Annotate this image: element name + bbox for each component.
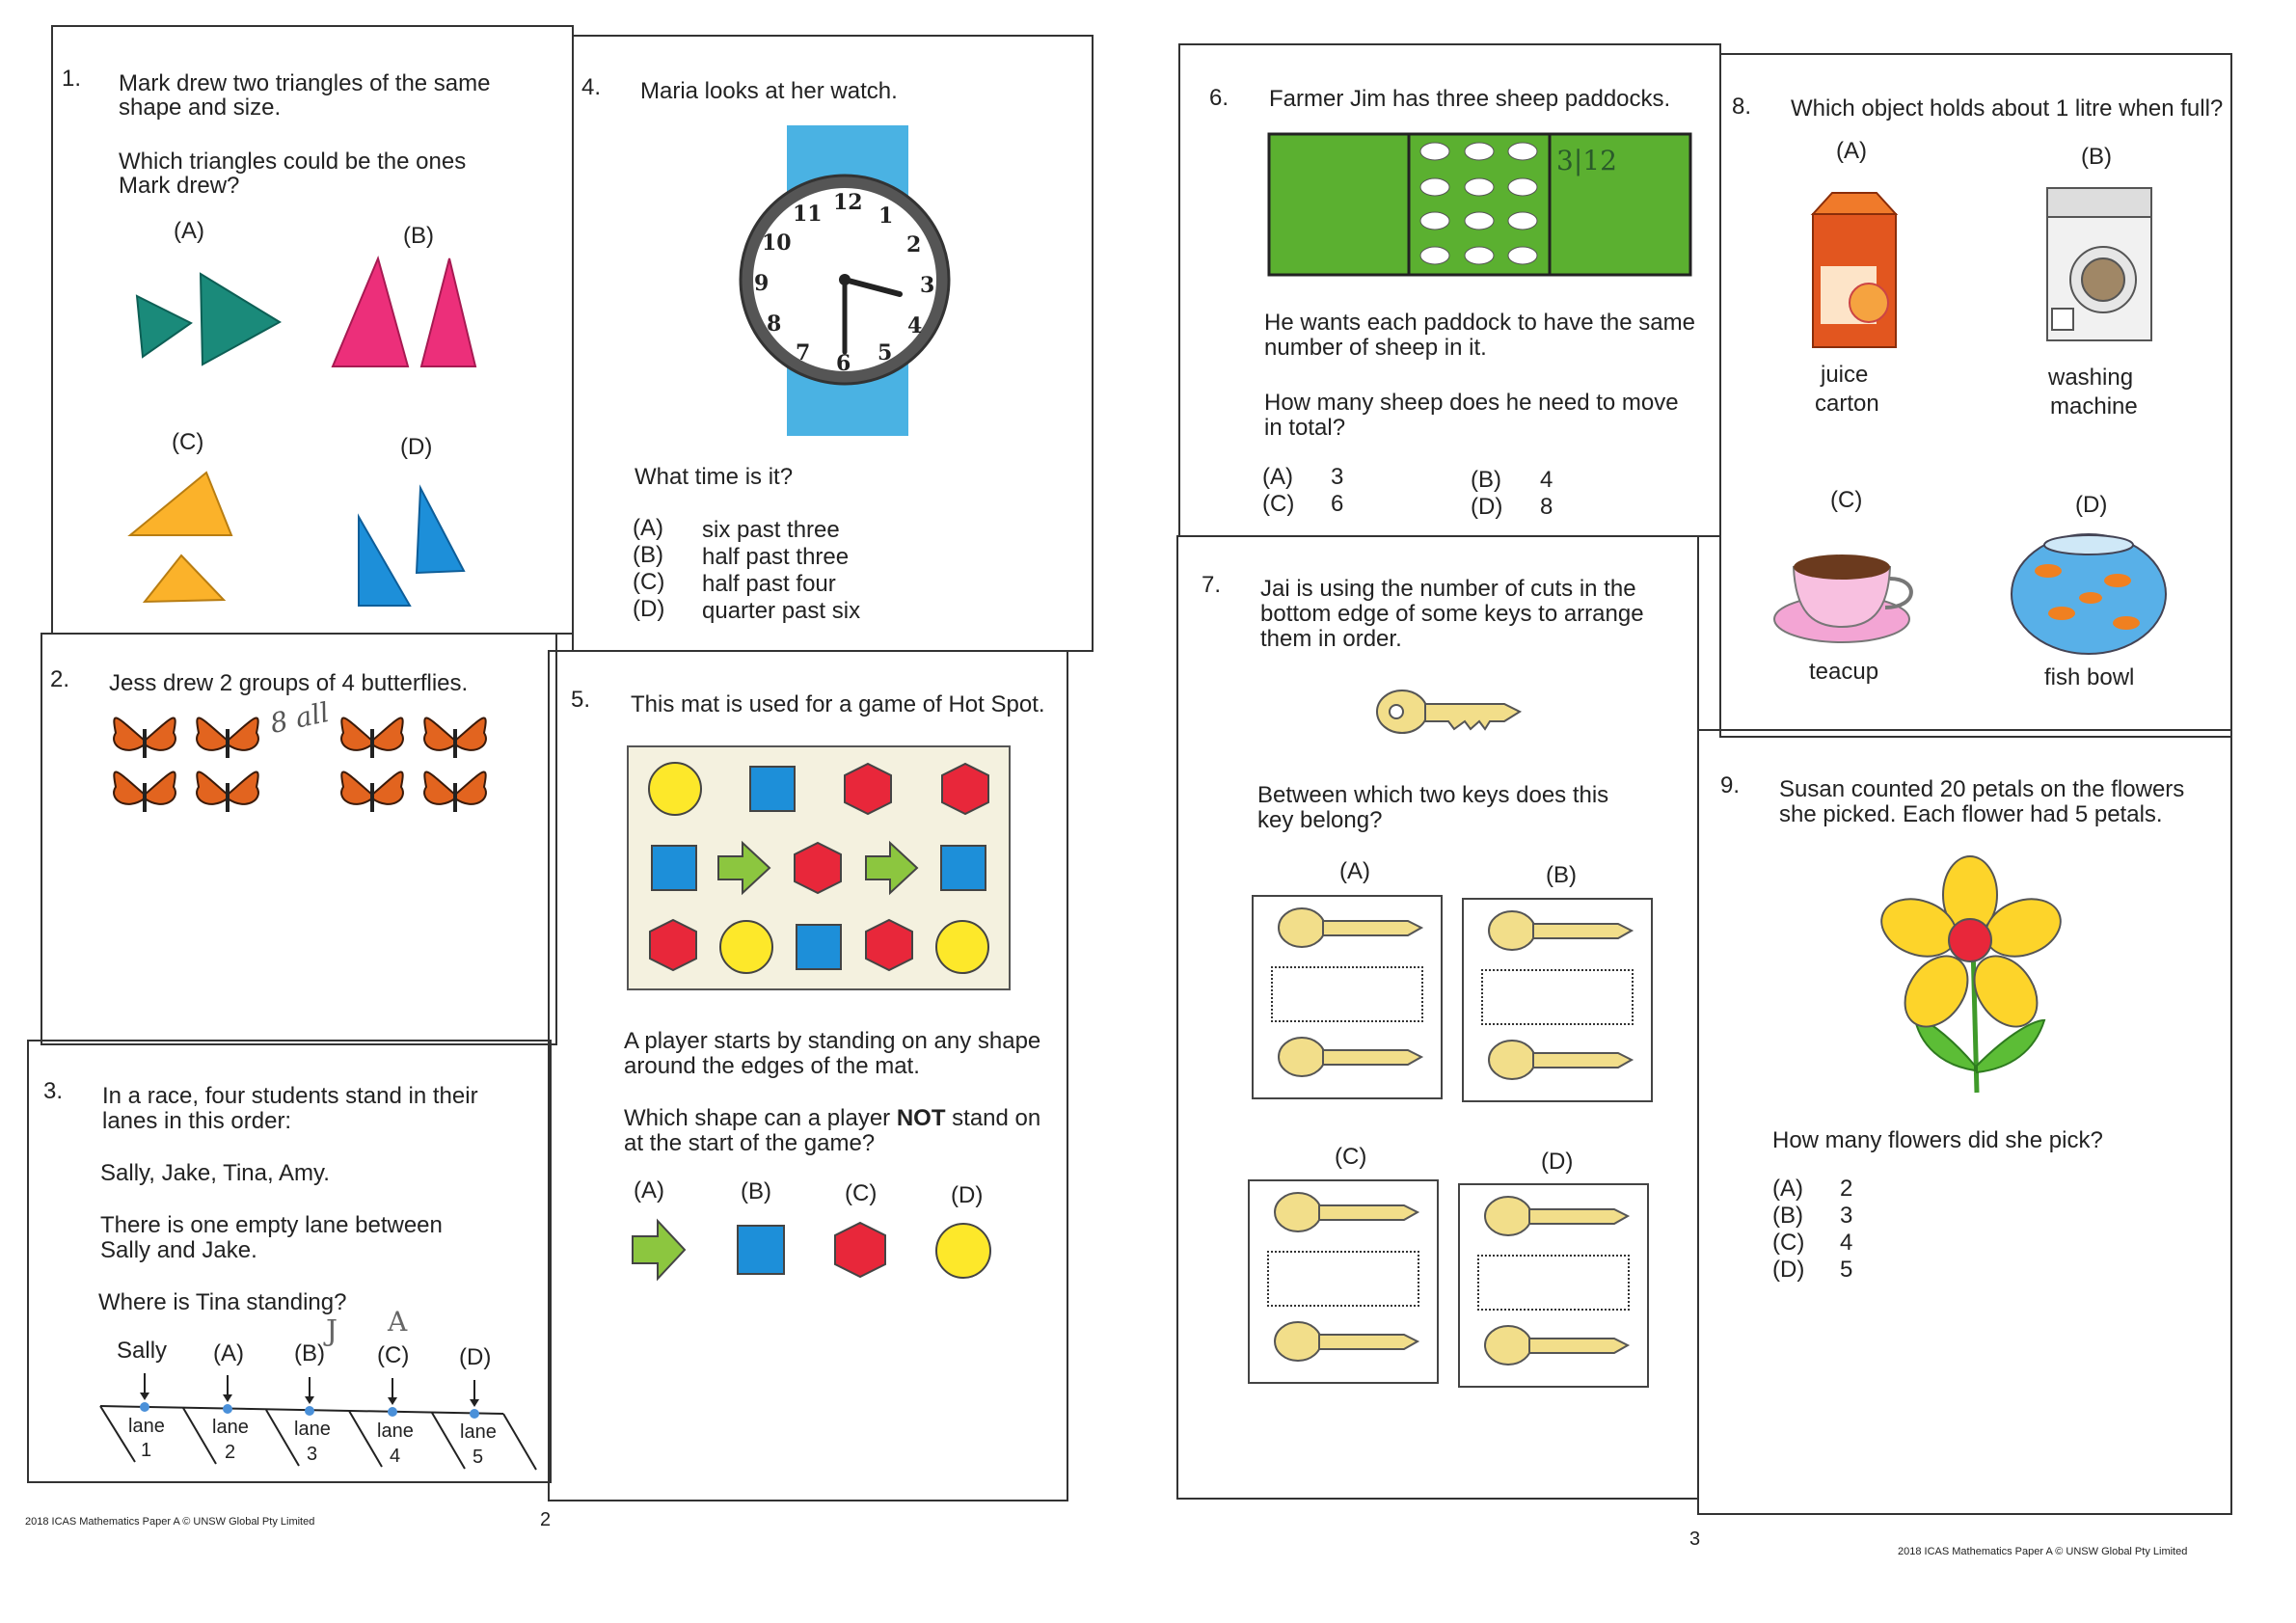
- q4-option-a-label[interactable]: (A): [633, 515, 663, 541]
- clock-number-3: 3: [920, 273, 935, 298]
- right-footer-copyright: 2018 ICAS Mathematics Paper A © UNSW Global Pty Limited: [1898, 1546, 2188, 1557]
- q2-handwriting: 8 all: [267, 695, 333, 741]
- q5-label-d[interactable]: (D): [951, 1182, 984, 1208]
- q8-number: 8.: [1732, 94, 1752, 120]
- q2-text-line1: Jess drew 2 groups of 4 butterflies.: [109, 670, 469, 696]
- q5-text-not: NOT: [896, 1105, 946, 1131]
- q4-option-d-label[interactable]: (D): [633, 596, 665, 622]
- q6-option-d-label[interactable]: (D): [1471, 494, 1503, 520]
- q1-label-d[interactable]: (D): [400, 434, 433, 460]
- q1-text-line3: Which triangles could be the ones: [119, 149, 467, 175]
- q9-text-line2: she picked. Each flower had 5 petals.: [1779, 801, 2163, 827]
- q4-question: What time is it?: [635, 464, 794, 490]
- q3-text-line2: lanes in this order:: [102, 1108, 292, 1134]
- q7-text-line3: them in order.: [1260, 626, 1402, 652]
- q3-marker-d[interactable]: (D): [459, 1344, 492, 1370]
- q8-text-line1: Which object holds about 1 litre when full?: [1791, 95, 2224, 122]
- q8-label-a[interactable]: (A): [1836, 138, 1867, 164]
- q1-label-c[interactable]: (C): [172, 429, 204, 455]
- q6-handwriting: 3|12: [1556, 145, 1617, 176]
- q3-lane5-num: 5: [473, 1447, 484, 1468]
- q6-option-b-value[interactable]: 4: [1540, 467, 1553, 493]
- q6-option-a-value[interactable]: 3: [1331, 464, 1344, 490]
- clock-number-2: 2: [906, 232, 922, 257]
- clock-number-4: 4: [907, 313, 923, 338]
- q1-text-line1: Mark drew two triangles of the same: [119, 70, 491, 96]
- q6-option-d-value[interactable]: 8: [1540, 494, 1553, 520]
- q9-option-d-value[interactable]: 5: [1840, 1257, 1853, 1283]
- q3-lane2-num: 2: [225, 1442, 236, 1463]
- q6-text-line1: Farmer Jim has three sheep paddocks.: [1269, 86, 1671, 112]
- q8-b-caption-line2: machine: [2050, 393, 2138, 419]
- clock-number-8: 8: [767, 311, 782, 337]
- q3-lane1-word: lane: [128, 1416, 165, 1437]
- q6-option-b-label[interactable]: (B): [1471, 467, 1501, 493]
- q4-option-b-text[interactable]: half past three: [702, 544, 850, 570]
- q4-option-c-text[interactable]: half past four: [702, 571, 836, 597]
- q1-text-line2: shape and size.: [119, 95, 282, 121]
- q7-text-line2: bottom edge of some keys to arrange: [1260, 601, 1644, 627]
- clock-number-1: 1: [878, 203, 894, 229]
- q3-number: 3.: [43, 1078, 64, 1104]
- q7-label-d[interactable]: (D): [1541, 1149, 1574, 1175]
- q2-number: 2.: [50, 666, 70, 692]
- q5-label-a[interactable]: (A): [634, 1177, 664, 1204]
- q6-option-c-label[interactable]: (C): [1262, 491, 1295, 517]
- q7-text-line1: Jai is using the number of cuts in the: [1260, 576, 1636, 602]
- q1-text-line4: Mark drew?: [119, 173, 240, 199]
- q3-marker-sally: Sally: [117, 1338, 168, 1364]
- clock-number-10: 10: [762, 230, 792, 256]
- q3-lane5-word: lane: [460, 1421, 497, 1443]
- clock-number-11: 11: [793, 202, 823, 227]
- q3-marker-a[interactable]: (A): [213, 1340, 244, 1366]
- q4-number: 4.: [581, 74, 602, 100]
- q6-text-line5: in total?: [1264, 415, 1346, 441]
- q9-text-line1: Susan counted 20 petals on the flowers: [1779, 776, 2185, 802]
- q8-label-d[interactable]: (D): [2075, 492, 2108, 518]
- q1-number: 1.: [62, 66, 82, 92]
- q7-label-b[interactable]: (B): [1546, 862, 1577, 888]
- q4-option-a-text[interactable]: six past three: [702, 517, 840, 543]
- q8-label-c[interactable]: (C): [1830, 487, 1863, 513]
- right-page-number: 3: [1689, 1528, 1701, 1550]
- q9-question: How many flowers did she pick?: [1772, 1127, 2103, 1153]
- q9-option-c-label[interactable]: (C): [1772, 1230, 1805, 1256]
- q5-label-b[interactable]: (B): [741, 1178, 771, 1204]
- q3-marker-b[interactable]: (B): [294, 1340, 325, 1366]
- q3-lane4-word: lane: [377, 1420, 414, 1442]
- q3-lane1-num: 1: [141, 1440, 152, 1461]
- q3-text-line1: In a race, four students stand in their: [102, 1083, 478, 1109]
- q7-text-line4: Between which two keys does this: [1257, 782, 1609, 808]
- q6-number: 6.: [1209, 85, 1229, 111]
- q9-number: 9.: [1720, 772, 1741, 798]
- q6-option-a-label[interactable]: (A): [1262, 464, 1293, 490]
- q6-text-line3: number of sheep in it.: [1264, 335, 1487, 361]
- clock-number-5: 5: [878, 340, 893, 365]
- q5-text-part3: stand on: [945, 1105, 1041, 1131]
- q3-lane3-word: lane: [294, 1419, 331, 1440]
- q1-label-b[interactable]: (B): [403, 223, 434, 249]
- q4-text-line1: Maria looks at her watch.: [640, 78, 898, 104]
- q8-c-caption: teacup: [1809, 659, 1879, 685]
- q4-option-c-label[interactable]: (C): [633, 569, 665, 595]
- q7-label-a[interactable]: (A): [1339, 858, 1370, 884]
- q3-handwriting-a: A: [388, 1306, 408, 1338]
- q9-option-a-label[interactable]: (A): [1772, 1176, 1803, 1202]
- q8-d-caption: fish bowl: [2044, 664, 2135, 690]
- q8-a-caption-line2: carton: [1815, 391, 1879, 417]
- q9-option-c-value[interactable]: 4: [1840, 1230, 1853, 1256]
- left-footer-copyright: 2018 ICAS Mathematics Paper A © UNSW Global Pty Limited: [25, 1516, 315, 1528]
- q3-text-line5: Sally and Jake.: [100, 1237, 257, 1263]
- q9-option-d-label[interactable]: (D): [1772, 1257, 1805, 1283]
- q3-text-line4: There is one empty lane between: [100, 1212, 443, 1238]
- q7-text-line5: key belong?: [1257, 807, 1383, 833]
- q8-b-caption-line1: washing: [2048, 365, 2134, 391]
- q5-number: 5.: [571, 687, 591, 713]
- clock-number-12: 12: [833, 190, 863, 215]
- q5-text-part1: Which shape can a player: [624, 1105, 897, 1131]
- q3-lane2-word: lane: [212, 1417, 249, 1438]
- q5-text-line5: at the start of the game?: [624, 1130, 876, 1156]
- q3-lane3-num: 3: [307, 1444, 318, 1465]
- q1-label-a[interactable]: (A): [174, 218, 204, 244]
- q7-label-c[interactable]: (C): [1335, 1144, 1367, 1170]
- q3-lane4-num: 4: [390, 1446, 401, 1467]
- q3-handwriting-j: J: [326, 1314, 338, 1348]
- q5-text-line2: A player starts by standing on any shape: [624, 1028, 1041, 1054]
- q9-option-b-label[interactable]: (B): [1772, 1203, 1803, 1229]
- q6-option-c-value[interactable]: 6: [1331, 491, 1344, 517]
- q3-marker-c[interactable]: (C): [377, 1342, 410, 1368]
- q8-label-b[interactable]: (B): [2081, 144, 2112, 170]
- clock-number-9: 9: [754, 271, 770, 296]
- q8-a-caption-line1: juice: [1821, 362, 1869, 388]
- q7-number: 7.: [1202, 572, 1222, 598]
- q6-text-line4: How many sheep does he need to move: [1264, 390, 1679, 416]
- q5-text-line1: This mat is used for a game of Hot Spot.: [631, 691, 1045, 717]
- q9-option-a-value[interactable]: 2: [1840, 1176, 1853, 1202]
- q4-option-d-text[interactable]: quarter past six: [702, 598, 861, 624]
- q6-text-line2: He wants each paddock to have the same: [1264, 310, 1695, 336]
- q9-option-b-value[interactable]: 3: [1840, 1203, 1853, 1229]
- clock-number-6: 6: [836, 351, 851, 376]
- q5-label-c[interactable]: (C): [845, 1180, 878, 1206]
- q5-text-line3: around the edges of the mat.: [624, 1053, 920, 1079]
- left-page-number: 2: [540, 1509, 552, 1530]
- clock-number-7: 7: [796, 340, 811, 365]
- q3-text-line6: Where is Tina standing?: [98, 1289, 347, 1315]
- q4-option-b-label[interactable]: (B): [633, 542, 663, 568]
- q3-text-line3: Sally, Jake, Tina, Amy.: [100, 1160, 330, 1186]
